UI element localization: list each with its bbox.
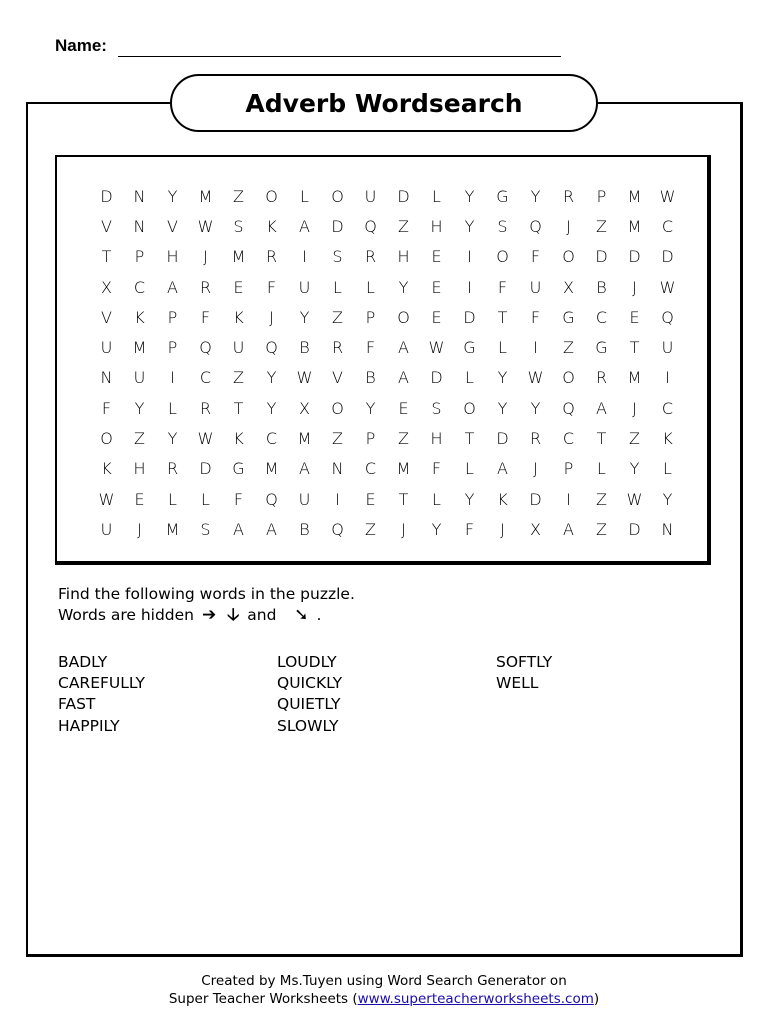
grid-cell: Q: [661, 307, 674, 327]
grid-cell: P: [596, 186, 607, 206]
grid-cell: K: [233, 307, 244, 327]
grid-cell: T: [497, 307, 508, 327]
grid-row: [90, 454, 684, 484]
grid-cell: I: [533, 338, 538, 358]
grid-cell: X: [299, 398, 310, 418]
grid-cell: P: [167, 338, 178, 358]
instructions: [58, 584, 355, 626]
grid-cell: L: [663, 459, 672, 479]
grid-cell: L: [168, 398, 177, 418]
grid-cell: E: [431, 277, 442, 297]
grid-cell: U: [133, 368, 146, 388]
grid-cell: F: [233, 489, 244, 509]
grid-cell: H: [166, 247, 179, 267]
grid-cell: M: [231, 247, 246, 267]
grid-cell: Y: [167, 429, 178, 449]
grid-cell: W: [659, 186, 676, 206]
grid-cell: W: [659, 277, 676, 297]
grid-cell: C: [661, 398, 674, 418]
grid-cell: A: [596, 398, 607, 418]
grid-row: [90, 514, 684, 544]
grid-cell: Y: [167, 186, 178, 206]
grid-cell: O: [100, 429, 113, 449]
grid-cell: D: [628, 247, 641, 267]
grid-cell: J: [533, 459, 538, 479]
grid-cell: R: [199, 277, 212, 297]
grid-cell: S: [332, 247, 343, 267]
grid-cell: J: [269, 307, 274, 327]
grid-cell: A: [398, 368, 409, 388]
grid-cell: V: [101, 216, 112, 236]
grid-cell: W: [98, 489, 115, 509]
grid-cell: L: [432, 489, 441, 509]
name-line: [118, 56, 561, 57]
grid-cell: Z: [332, 429, 343, 449]
grid-cell: J: [632, 277, 637, 297]
grid-cell: J: [632, 398, 637, 418]
grid-cell: I: [170, 368, 175, 388]
grid-cell: D: [463, 307, 476, 327]
grid-cell: A: [233, 519, 244, 539]
grid-cell: S: [200, 519, 211, 539]
grid-cell: I: [665, 368, 670, 388]
grid-cell: Y: [530, 398, 541, 418]
grid-cell: O: [397, 307, 410, 327]
grid-cell: V: [332, 368, 343, 388]
grid-cell: H: [430, 216, 443, 236]
grid-cell: R: [595, 368, 608, 388]
grid-cell: R: [199, 398, 212, 418]
grid-cell: W: [197, 429, 214, 449]
grid-cell: P: [134, 247, 145, 267]
grid-cell: R: [529, 429, 542, 449]
grid-cell: U: [100, 519, 113, 539]
grid-cell: U: [232, 338, 245, 358]
grid-cell: M: [627, 368, 642, 388]
instructions-end: .: [316, 606, 322, 624]
grid-cell: I: [467, 247, 472, 267]
grid-cell: Y: [662, 489, 673, 509]
grid-cell: E: [134, 489, 145, 509]
grid-cell: V: [101, 307, 112, 327]
grid-cell: P: [563, 459, 574, 479]
instructions-prefix: Words are hidden: [58, 606, 195, 624]
grid-cell: O: [463, 398, 476, 418]
word-item: QUIETLY: [277, 695, 341, 714]
grid-cell: A: [497, 459, 508, 479]
grid-row: [90, 272, 684, 302]
grid-cell: N: [100, 368, 113, 388]
grid-cell: Z: [233, 368, 244, 388]
word-item: QUICKLY: [277, 674, 343, 693]
arrow-right-icon: ➔: [201, 605, 217, 625]
instructions-and: and: [247, 606, 277, 624]
grid-cell: L: [432, 186, 441, 206]
grid-cell: C: [562, 429, 575, 449]
grid-cell: Z: [563, 338, 574, 358]
grid-cell: M: [297, 429, 312, 449]
grid-cell: C: [265, 429, 278, 449]
footer-link[interactable]: www.superteacherworksheets.com: [357, 991, 594, 1007]
grid-cell: S: [497, 216, 508, 236]
instructions-line-2: [58, 605, 355, 626]
grid-cell: D: [100, 186, 113, 206]
word-item: LOUDLY: [277, 653, 337, 671]
grid-cell: L: [300, 186, 309, 206]
grid-cell: Y: [497, 368, 508, 388]
grid-cell: B: [299, 519, 310, 539]
grid-cell: A: [299, 459, 310, 479]
grid-cell: Z: [398, 429, 409, 449]
grid-cell: U: [529, 277, 542, 297]
grid-row: [90, 181, 684, 211]
grid-cell: F: [266, 277, 277, 297]
grid-cell: K: [497, 489, 508, 509]
grid-cell: D: [595, 247, 608, 267]
grid-cell: D: [199, 459, 212, 479]
grid-cell: X: [101, 277, 112, 297]
instructions-line-1: Find the following words in the puzzle.: [58, 585, 355, 603]
footer-prefix: Super Teacher Worksheets (: [168, 991, 358, 1007]
grid-cell: Q: [562, 398, 575, 418]
grid-cell: Z: [629, 429, 640, 449]
grid-cell: D: [397, 186, 410, 206]
grid-cell: Y: [464, 186, 475, 206]
grid-cell: B: [365, 368, 376, 388]
grid-cell: R: [364, 247, 377, 267]
arrow-diagonal-icon: ➘: [294, 605, 309, 625]
grid-cell: F: [464, 519, 475, 539]
grid-cell: G: [232, 459, 245, 479]
grid-cell: K: [662, 429, 673, 449]
grid-cell: Z: [596, 489, 607, 509]
grid-cell: J: [137, 519, 142, 539]
grid-cell: L: [333, 277, 342, 297]
grid-cell: Z: [596, 519, 607, 539]
grid-cell: U: [364, 186, 377, 206]
grid-cell: F: [530, 307, 541, 327]
grid-cell: A: [266, 519, 277, 539]
grid-cell: K: [134, 307, 145, 327]
word-item: HAPPILY: [58, 716, 120, 735]
grid-cell: D: [628, 519, 641, 539]
grid-cell: E: [431, 247, 442, 267]
grid-cell: Z: [365, 519, 376, 539]
page-title: Adverb Wordsearch: [245, 88, 523, 118]
grid-cell: E: [398, 398, 409, 418]
grid-cell: G: [562, 307, 575, 327]
grid-cell: G: [463, 338, 476, 358]
grid-cell: R: [265, 247, 278, 267]
grid-cell: T: [464, 429, 475, 449]
grid-cell: O: [562, 247, 575, 267]
grid-cell: T: [398, 489, 409, 509]
grid-cell: C: [364, 459, 377, 479]
grid-cell: I: [302, 247, 307, 267]
grid-cell: M: [264, 459, 279, 479]
name-label: Name:: [55, 36, 107, 55]
grid-cell: L: [168, 489, 177, 509]
grid-cell: M: [627, 186, 642, 206]
grid-cell: O: [496, 247, 509, 267]
word-item: BADLY: [58, 653, 108, 671]
grid-row: [90, 423, 684, 453]
grid-cell: Q: [265, 489, 278, 509]
grid-cell: H: [430, 429, 443, 449]
grid-cell: Y: [464, 216, 475, 236]
grid-cell: O: [562, 368, 575, 388]
grid-cell: Q: [265, 338, 278, 358]
grid-cell: L: [465, 368, 474, 388]
word-column-1: [58, 652, 277, 737]
grid-cell: K: [233, 429, 244, 449]
grid-cell: A: [563, 519, 574, 539]
word-item: SLOWLY: [277, 716, 339, 735]
grid-cell: Y: [398, 277, 409, 297]
grid-cell: L: [597, 459, 606, 479]
grid-cell: D: [430, 368, 443, 388]
grid-cell: S: [233, 216, 244, 236]
grid-cell: L: [498, 338, 507, 358]
grid-cell: F: [530, 247, 541, 267]
arrow-down-icon: 🡣: [227, 605, 240, 625]
grid-cell: J: [203, 247, 208, 267]
grid-cell: A: [299, 216, 310, 236]
footer-suffix: ): [593, 991, 600, 1007]
grid-cell: N: [661, 519, 674, 539]
grid-cell: Y: [365, 398, 376, 418]
grid-cell: M: [627, 216, 642, 236]
grid-cell: Y: [299, 307, 310, 327]
grid-cell: A: [398, 338, 409, 358]
grid-cell: P: [167, 307, 178, 327]
grid-cell: Z: [596, 216, 607, 236]
grid-cell: Y: [530, 186, 541, 206]
letter-grid: [90, 181, 684, 545]
grid-cell: E: [431, 307, 442, 327]
grid-cell: B: [596, 277, 607, 297]
grid-row: [90, 242, 684, 272]
grid-cell: W: [626, 489, 643, 509]
grid-cell: Q: [364, 216, 377, 236]
grid-cell: U: [661, 338, 674, 358]
footer-line-1: Created by Ms.Tuyen using Word Search Generator on: [201, 973, 567, 989]
grid-cell: J: [566, 216, 571, 236]
grid-cell: Y: [629, 459, 640, 479]
grid-cell: I: [335, 489, 340, 509]
grid-cell: W: [296, 368, 313, 388]
word-column-3: [496, 652, 715, 737]
grid-cell: L: [201, 489, 210, 509]
grid-cell: D: [529, 489, 542, 509]
grid-cell: F: [365, 338, 376, 358]
grid-cell: Y: [431, 519, 442, 539]
grid-cell: K: [101, 459, 112, 479]
grid-cell: Y: [134, 398, 145, 418]
title-banner: [170, 74, 598, 132]
grid-cell: F: [431, 459, 442, 479]
grid-cell: Y: [266, 368, 277, 388]
grid-cell: R: [166, 459, 179, 479]
word-item: CAREFULLY: [58, 674, 145, 693]
grid-cell: N: [133, 186, 146, 206]
grid-cell: J: [500, 519, 505, 539]
grid-cell: O: [265, 186, 278, 206]
footer: [0, 972, 768, 1008]
grid-cell: A: [167, 277, 178, 297]
grid-row: [90, 393, 684, 423]
grid-cell: Z: [398, 216, 409, 236]
grid-cell: Q: [331, 519, 344, 539]
grid-cell: D: [331, 216, 344, 236]
word-column-2: [277, 652, 496, 737]
grid-cell: N: [133, 216, 146, 236]
grid-cell: F: [101, 398, 112, 418]
grid-cell: O: [331, 186, 344, 206]
grid-cell: M: [396, 459, 411, 479]
grid-row: [90, 332, 684, 362]
grid-cell: Y: [497, 398, 508, 418]
grid-cell: Z: [134, 429, 145, 449]
grid-cell: C: [133, 277, 146, 297]
grid-cell: Q: [199, 338, 212, 358]
grid-cell: Z: [332, 307, 343, 327]
grid-cell: L: [465, 459, 474, 479]
grid-cell: C: [595, 307, 608, 327]
grid-cell: X: [563, 277, 574, 297]
grid-cell: C: [661, 216, 674, 236]
grid-cell: R: [331, 338, 344, 358]
grid-row: [90, 363, 684, 393]
grid-cell: N: [331, 459, 344, 479]
grid-row: [90, 484, 684, 514]
grid-row: [90, 302, 684, 332]
grid-cell: T: [596, 429, 607, 449]
grid-cell: M: [165, 519, 180, 539]
grid-cell: U: [100, 338, 113, 358]
grid-cell: E: [629, 307, 640, 327]
grid-cell: Y: [266, 398, 277, 418]
grid-cell: G: [595, 338, 608, 358]
grid-cell: T: [233, 398, 244, 418]
grid-cell: C: [199, 368, 212, 388]
grid-cell: H: [133, 459, 146, 479]
grid-cell: F: [200, 307, 211, 327]
grid-cell: E: [365, 489, 376, 509]
word-item: FAST: [58, 695, 96, 714]
grid-cell: M: [132, 338, 147, 358]
grid-cell: V: [167, 216, 178, 236]
grid-cell: R: [562, 186, 575, 206]
grid-cell: T: [629, 338, 640, 358]
grid-cell: T: [101, 247, 112, 267]
grid-cell: I: [566, 489, 571, 509]
grid-cell: Q: [529, 216, 542, 236]
grid-cell: E: [233, 277, 244, 297]
grid-cell: X: [530, 519, 541, 539]
grid-cell: D: [661, 247, 674, 267]
grid-cell: W: [428, 338, 445, 358]
grid-cell: P: [365, 307, 376, 327]
grid-cell: Z: [233, 186, 244, 206]
grid-cell: O: [331, 398, 344, 418]
grid-cell: P: [365, 429, 376, 449]
grid-cell: W: [527, 368, 544, 388]
grid-cell: W: [197, 216, 214, 236]
grid-cell: L: [366, 277, 375, 297]
word-item: WELL: [496, 674, 539, 693]
grid-cell: J: [401, 519, 406, 539]
grid-cell: H: [397, 247, 410, 267]
grid-cell: S: [431, 398, 442, 418]
grid-cell: U: [298, 277, 311, 297]
grid-cell: M: [198, 186, 213, 206]
grid-cell: I: [467, 277, 472, 297]
grid-cell: B: [299, 338, 310, 358]
grid-cell: U: [298, 489, 311, 509]
footer-line-2: [0, 990, 768, 1008]
word-list: [58, 652, 718, 737]
grid-cell: G: [496, 186, 509, 206]
grid-cell: K: [266, 216, 277, 236]
grid-cell: D: [496, 429, 509, 449]
grid-cell: Y: [464, 489, 475, 509]
grid-row: [90, 211, 684, 241]
grid-cell: F: [497, 277, 508, 297]
word-item: SOFTLY: [496, 653, 553, 671]
